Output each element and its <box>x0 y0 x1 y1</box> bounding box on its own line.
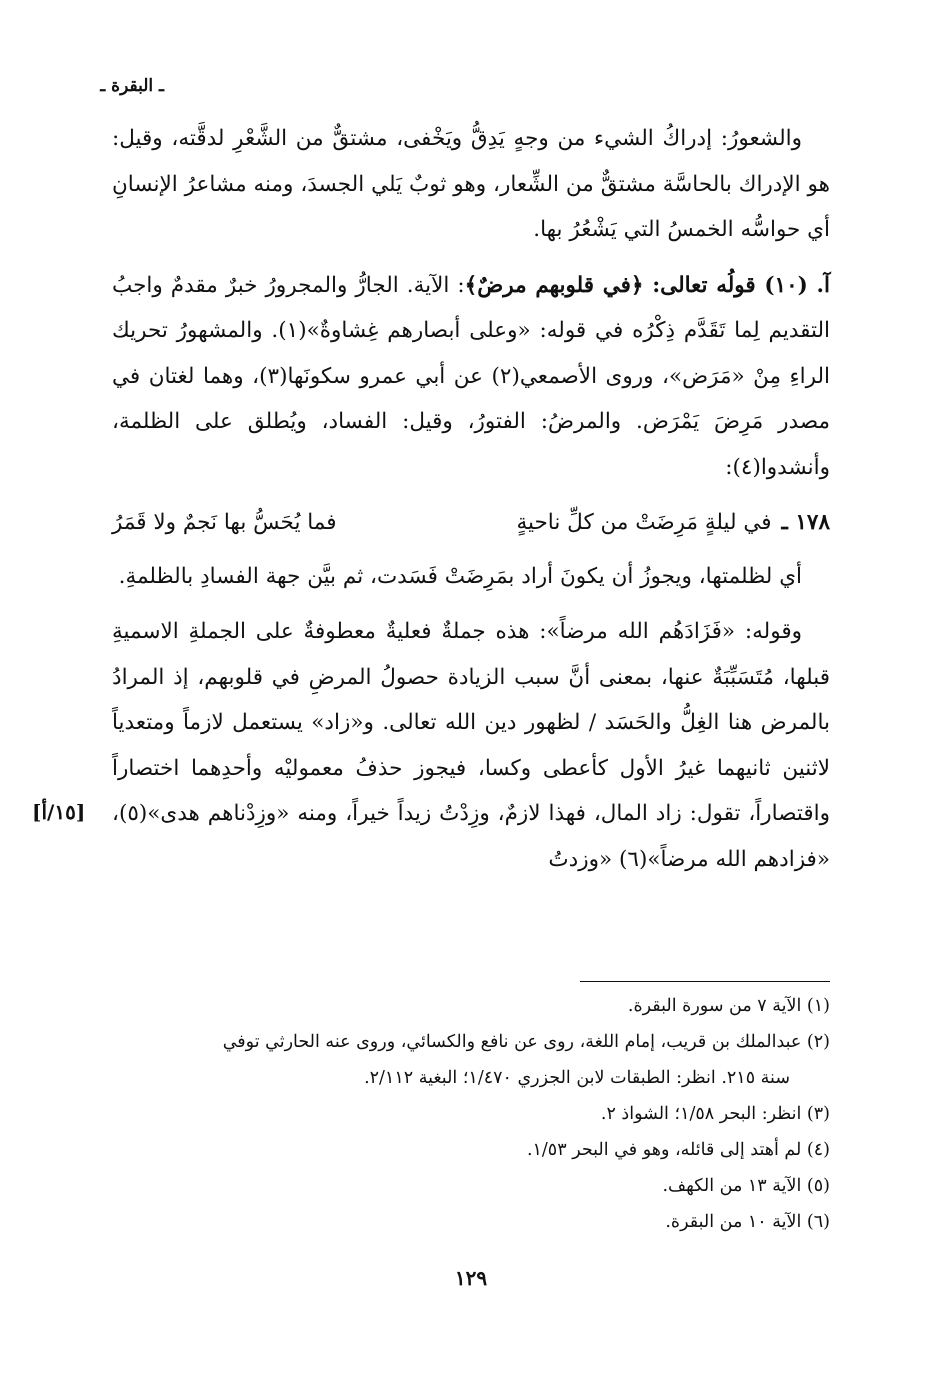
footnote: (١) الآية ٧ من سورة البقرة. <box>627 996 830 1016</box>
verse-commentary: : الآية. الجارُّ والمجرورُ خبرٌ مقدمٌ واجبُ التقديم لِما تَقَدَّم ذِكْرُه في قوله: «وعلى أبصارهم غِشاوةٌ»(١). والمشهورُ تحريك الراءِ مِنْ «مَرَض»، وروى الأصمعي(٢) عن أبي عمرو سكونَها(٣)، وهما لغتان في مصدر مَرِضَ يَمْرَض. والمرضُ: الفتورُ، وقيل: الفساد، ويُطلق على الظلمة، وأنشدوا(٤): <box>112 272 831 480</box>
page-number: ١٢٩ <box>454 1266 488 1290</box>
footnote-continuation: سنة ٢١٥. انظر: الطبقات لابن الجزري ١/٤٧٠؛ البغية ٢/١١٢. <box>364 1068 790 1088</box>
main-text <box>112 116 830 882</box>
paragraph-shuur: والشعورُ: إدراكُ الشيء من وجهٍ يَدِقُّ ويَخْفى، مشتقٌّ من الشَّعْرِ لدقَّته، وقيل: هو الإدراك بالحاسَّة مشتقٌّ من الشِّعار، وهو ثوبٌ يَلي الجسدَ، ومنه مشاعرُ الإنسانِ أي حواسُّه الخمسُ التي يَشْعُرُ بها. <box>112 126 830 242</box>
poetry-hemistich-first: في ليلةٍ مَرِضَتْ من كلِّ ناحيةٍ <box>516 510 772 535</box>
running-header: ـ البقرة ـ <box>100 76 164 96</box>
footnote: (٥) الآية ١٣ من الكهف. <box>662 1176 830 1196</box>
footnote: (٤) لم أهتد إلى قائله، وهو في البحر ١/٥٣. <box>526 1140 830 1160</box>
paragraph-verse-10 <box>112 263 830 491</box>
manuscript-folio-reference: [١٥/أ] <box>32 800 86 824</box>
footnotes <box>112 988 830 1240</box>
paragraph-zaadahum: وقوله: «فَزَادَهُم الله مرضاً»: هذه جملةٌ فعليةٌ معطوفةٌ على الجملةِ الاسميةِ قبلها، مُتَسَبِّبَةٌ عنها، بمعنى أنَّ سبب الزيادة حصولُ المرضِ في قلوبهم، إذ المرادُ بالمرض هنا الغِلُّ والحَسَد / لظهور دين الله تعالى. و«زاد» يستعمل لازماً ومتعدياً لاثنين ثانيهما غيرُ الأول كأعطى وكسا، فيجوز حذفُ معموليْه وأحدِهما اختصاراً واقتصاراً، تقول: زاد المال، فهذا لازمٌ، وزِدْتُ زيداً خيراً، ومنه «وزِدْناهم هدى»(٥)، «فزادهم الله مرضاً»(٦) «وزدتُ <box>112 619 830 872</box>
poetry-line-number: ١٧٨ ـ <box>781 510 830 535</box>
footnote: (٢) عبدالملك بن قريب، إمام اللغة، روى عن نافع والكسائي، وروى عنه الحارثي توفي <box>222 1032 830 1052</box>
poetry-hemistich-second: فما يُحَسُّ بها نَجمٌ ولا قَمَرُ <box>111 510 337 535</box>
footnote: (٦) الآية ١٠ من البقرة. <box>665 1212 830 1232</box>
footnote: (٣) انظر: البحر ١/٥٨؛ الشواذ ٢. <box>600 1104 830 1124</box>
footnote-divider <box>580 981 830 982</box>
poetry-line <box>112 500 830 546</box>
paragraph-explanation: أي لظلمتها، ويجوزُ أن يكونَ أراد بمَرِضَتْ فَسَدت، ثم بيَّن جهة الفسادِ بالظلمةِ. <box>118 563 802 589</box>
verse-citation: آ. (١٠) قولُه تعالى: ﴿في قلوبهم مرضٌ﴾ <box>464 272 830 298</box>
